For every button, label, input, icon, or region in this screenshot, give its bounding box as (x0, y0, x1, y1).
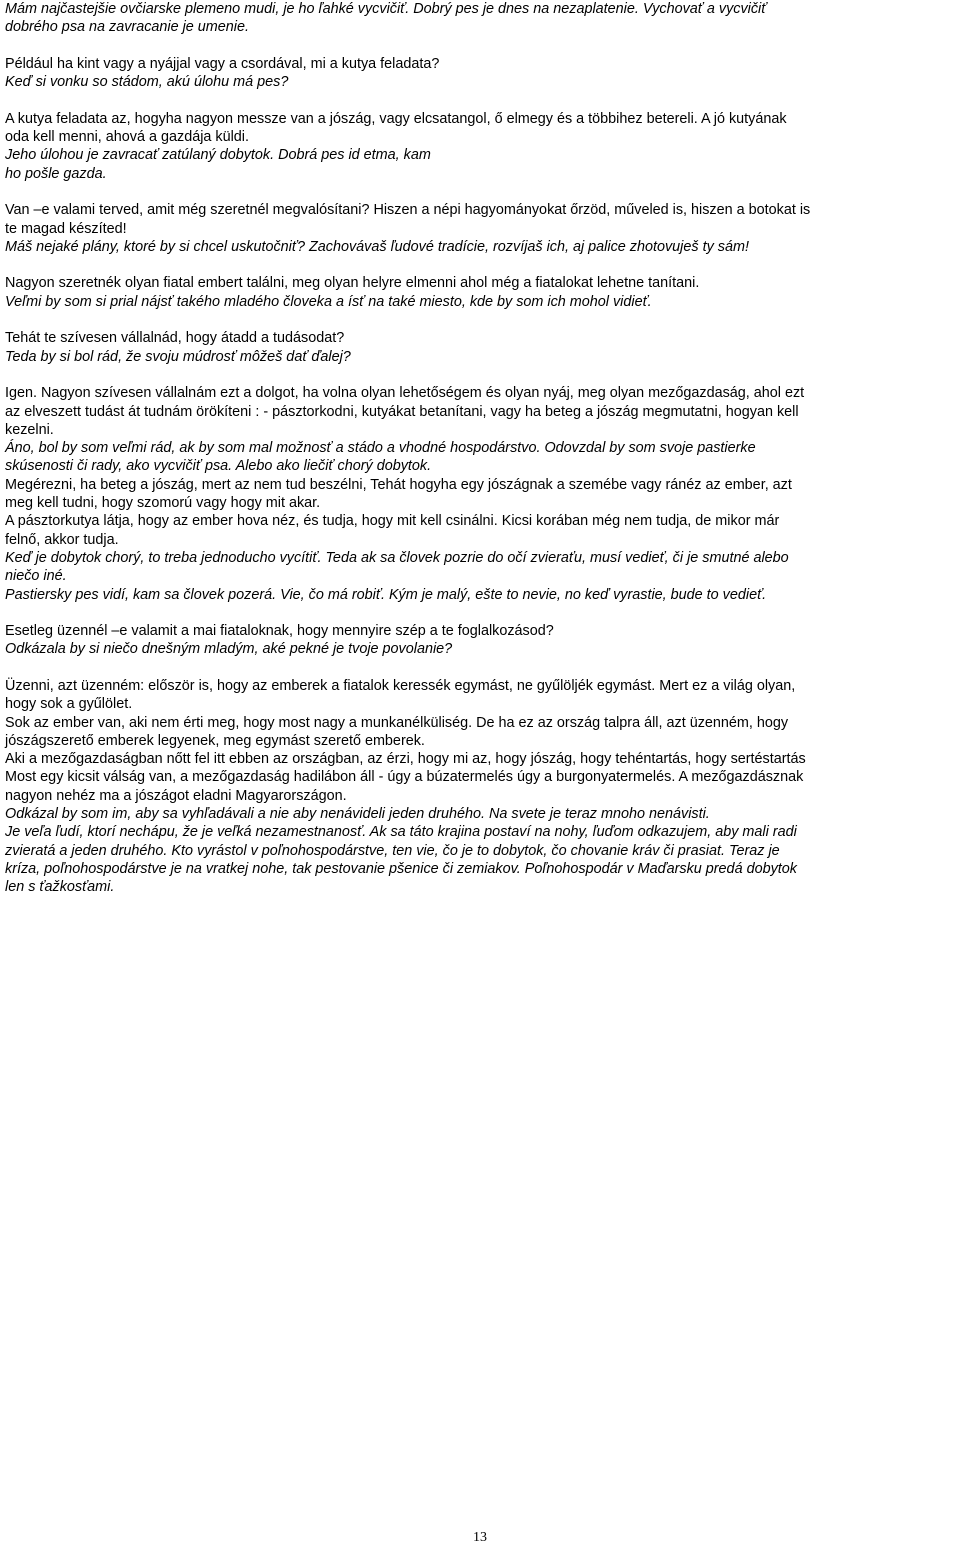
text-line: ho pošle gazda. (5, 165, 107, 182)
text-line: Például ha kint vagy a nyájjal vagy a csordával, mi a kutya feladata? (5, 55, 440, 72)
text-line: kríza, poľnohospodárstve je na vratkej nohe, tak pestovanie pšenice či zemiakov. Poľnohospodár v Maďarsku predá dobytok (5, 860, 797, 877)
text-line: Most egy kicsit válság van, a mezőgazdaság hadilábon áll - úgy a búzatermelés úgy a burgonyatermelés. A mezőgazdásznak (5, 769, 804, 786)
hungarian-paragraph (5, 55, 953, 73)
slovak-paragraph (5, 439, 953, 476)
slovak-paragraph (5, 238, 953, 256)
paragraph-spacer (5, 183, 953, 201)
text-line: dobrého psa na zavracanie je umenie. (5, 19, 250, 36)
hungarian-paragraph (5, 201, 953, 238)
slovak-paragraph (5, 293, 953, 311)
text-line: Jeho úlohou je zavracať zatúlaný dobytok. Dobrá pes id etma, kam (5, 147, 431, 164)
text-line: Keď je dobytok chorý, to treba jednoducho vycítiť. Teda ak sa človek pozrie do očí zvieraťu, musí vedieť, či je smutné alebo (5, 549, 789, 566)
text-line: niečo iné. (5, 568, 67, 585)
slovak-paragraph (5, 0, 953, 37)
text-line: Pastiersky pes vidí, kam sa človek pozerá. Vie, čo má robiť. Kým je malý, ešte to nevie, no keď vyrastie, bude to vedieť. (5, 586, 767, 603)
text-line: Keď si vonku so stádom, akú úlohu má pes? (5, 74, 289, 91)
text-line: Áno, bol by som veľmi rád, ak by som mal možnosť a stádo a vhodné hospodárstvo. Odovzdal by som svoje pastierke (5, 440, 756, 457)
hungarian-paragraph (5, 384, 953, 439)
paragraph-spacer (5, 366, 953, 384)
text-line: felnő, akkor tudja. (5, 531, 119, 548)
paragraph-spacer (5, 91, 953, 109)
text-line: Megérezni, ha beteg a jószág, mert az nem tud beszélni, Tehát hogyha egy jószágnak a szemébe vagy ránéz az ember, azt (5, 476, 792, 493)
text-line: Máš nejaké plány, ktoré by si chcel uskutočniť? Zachovávaš ľudové tradície, rozvíjaš ich, aj palice zhotovuješ ty sám! (5, 238, 749, 255)
text-line: Sok az ember van, aki nem érti meg, hogy most nagy a munkanélküliség. De ha ez az ország talpra áll, azt üzenném, hogy (5, 714, 789, 731)
hungarian-paragraph (5, 622, 953, 640)
slovak-paragraph (5, 348, 953, 366)
slovak-paragraph (5, 146, 953, 183)
text-line: hogy sok a gyűlölet. (5, 696, 133, 713)
text-line: Tehát te szívesen vállalnád, hogy átadd a tudásodat? (5, 330, 345, 347)
slovak-paragraph (5, 549, 953, 604)
hungarian-paragraph (5, 110, 953, 147)
text-line: Nagyon szeretnék olyan fiatal embert találni, meg olyan helyre elmenni ahol még a fiatalokat lehetne tanítani. (5, 275, 700, 292)
text-line: kezelni. (5, 421, 54, 438)
slovak-paragraph (5, 640, 953, 658)
hungarian-paragraph (5, 677, 953, 805)
text-line: Je veľa ľudí, ktorí nechápu, že je veľká nezamestnanosť. Ak sa táto krajina postaví na nohy, ľuďom odkazujem, aby mali radi (5, 824, 797, 841)
text-line: Veľmi by som si prial nájsť takého mladého človeka a ísť na také miesto, kde by som ich mohol vidieť. (5, 293, 652, 310)
text-line: nagyon nehéz ma a jószágot eladni Magyarországon. (5, 787, 347, 804)
text-line: Teda by si bol rád, že svoju múdrosť môžeš dať ďalej? (5, 348, 351, 365)
text-line: skúsenosti či rady, ako vycvičiť psa. Alebo ako liečiť chorý dobytok. (5, 458, 432, 475)
paragraph-spacer (5, 311, 953, 329)
text-line: Van –e valami terved, amit még szeretnél megvalósítani? Hiszen a népi hagyományokat őrzöd, műveled is, hiszen a botokat is (5, 202, 811, 219)
text-line: Odkázala by si niečo dnešným mladým, aké pekné je tvoje povolanie? (5, 641, 453, 658)
text-line: Mám najčastejšie ovčiarske plemeno mudi, je ho ľahké vycvičiť. Dobrý pes je dnes na nezaplatenie. Vychovať a vycvičiť (5, 1, 767, 17)
page-number: 13 (473, 1530, 487, 1545)
text-line: A kutya feladata az, hogyha nagyon messze van a jószág, vagy elcsatangol, ő elmegy és a többihez betereli. A jó kutyának (5, 110, 787, 127)
text-line: zvieratá a jeden druhého. Kto vyrástol v poľnohospodárstve, ten vie, čo je to dobytok, čo chovanie kráv či prasiat. Teraz je (5, 842, 780, 859)
text-line: Esetleg üzennél –e valamit a mai fiataloknak, hogy mennyire szép a te foglalkozásod? (5, 623, 554, 640)
paragraph-spacer (5, 37, 953, 55)
paragraph-spacer (5, 659, 953, 677)
text-line: A pásztorkutya látja, hogy az ember hova néz, és tudja, hogy mit kell csinálni. Kicsi korában még nem tudja, de mikor már (5, 513, 780, 530)
hungarian-paragraph (5, 274, 953, 292)
slovak-paragraph (5, 73, 953, 91)
text-line: len s ťažkosťami. (5, 879, 115, 896)
text-line: te magad készíted! (5, 220, 127, 237)
text-line: Odkázal by som im, aby sa vyhľadávali a nie aby nenávideli jeden druhého. Na svete je teraz mnoho nenávisti. (5, 806, 710, 823)
hungarian-paragraph (5, 476, 953, 549)
paragraph-spacer (5, 256, 953, 274)
text-line: Igen. Nagyon szívesen vállalnám ezt a dolgot, ha volna olyan lehetőségem és olyan nyáj, meg olyan mezőgazdaság, ahol ezt (5, 385, 805, 402)
text-line: jószágszerető emberek legyenek, meg egymást szerető emberek. (5, 732, 425, 749)
paragraph-spacer (5, 604, 953, 622)
hungarian-paragraph (5, 329, 953, 347)
document-body (5, 0, 953, 897)
text-line: oda kell menni, ahová a gazdája küldi. (5, 129, 250, 146)
text-line: Aki a mezőgazdaságban nőtt fel itt ebben az országban, az érzi, hogy mi az, hogy jószág, hogy tehéntartás, hogy sertéstartás (5, 751, 806, 768)
text-line: az elveszett tudást át tudnám örökíteni : - pásztorkodni, kutyákat betanítani, vagy ha beteg a jószág megmutatni, hogyan kell (5, 403, 799, 420)
text-line: Üzenni, azt üzenném: először is, hogy az emberek a fiatalok keressék egymást, ne gyűlöljék egymást. Mert ez a világ olyan, (5, 677, 796, 694)
slovak-paragraph (5, 805, 953, 896)
text-line: meg kell tudni, hogy szomorú vagy hogy mit akar. (5, 495, 321, 512)
